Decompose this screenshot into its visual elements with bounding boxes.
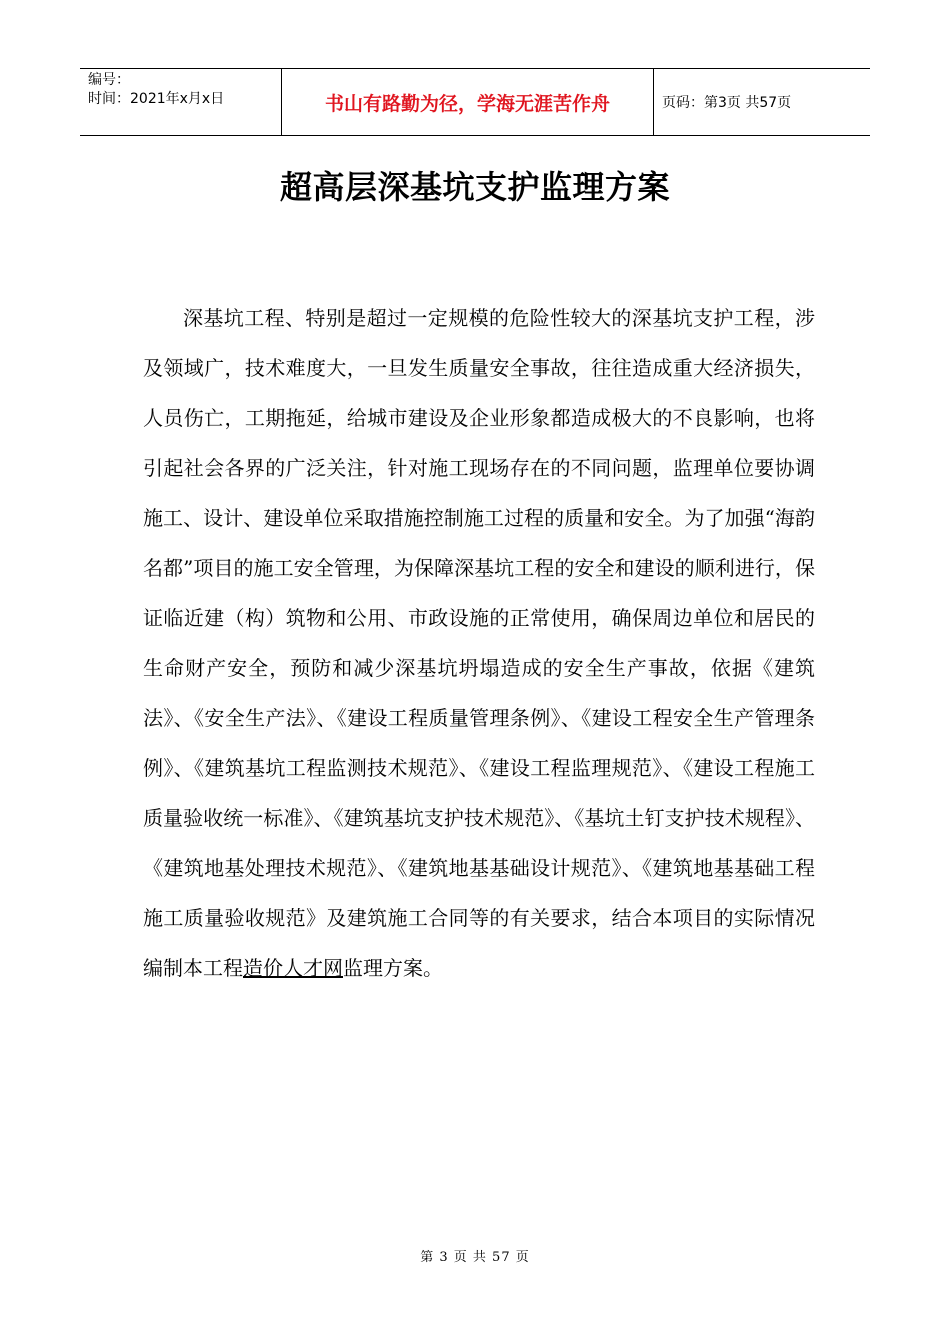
document-title: 超高层深基坑支护监理方案 xyxy=(279,168,670,206)
header-motto: 书山有路勤为径，学海无涯苦作舟 xyxy=(282,69,654,135)
paragraph-text-end: 监理方案。 xyxy=(343,956,443,980)
header-meta-cell xyxy=(80,69,282,135)
inline-link[interactable]: 造价人才网 xyxy=(243,956,343,980)
page-footer: 第 3 页 共 57 页 xyxy=(420,1250,530,1265)
header-page-info: 页码：第3页 共57页 xyxy=(662,95,792,111)
paragraph-text: 深基坑工程、特别是超过一定规模的危险性较大的深基坑支护工程，涉及领域广，技术难度大，一旦发生质量安全事故，往往造成重大经济损失，人员伤亡，工期拖延，给城市建设及企业形象都造成极大的不良影响，也将引起社会各界的广泛关注，针对施工现场存在的不同问题，监理单位要协调施工、设计、建设单位采取措施控制施工过程的质量和安全。为了加强“海韵名都”项目的施工安全管理，为保障深基坑工程的安全和建设的顺利进行，保证临近建（构）筑物和公用、市政设施的正常使用，确保周边单位和居民的生命财产安全，预防和减少深基坑坍塌造成的安全生产事故，依据《建筑法》、《安全生产法》、《建设工程质量管理条例》、《建设工程安全生产管理条例》、《建筑基坑工程监测技术规范》、《建设工程监理规范》、《建设工程施工质量验收统一标准》、《建筑基坑支护技术规范》、《基坑土钉支护技术规程》、《建筑地基处理技术规范》、《建筑地基基础设计规范》、《建筑地基基础工程施工质量验收规范》及建筑施工合同等的有关要求，结合本项目的实际情况编制本工程 xyxy=(143,306,815,980)
number-label: 编号： xyxy=(88,72,130,88)
body-paragraph xyxy=(143,293,815,993)
time-label: 时间：2021年x月x日 xyxy=(88,91,225,107)
header-table xyxy=(80,68,870,136)
